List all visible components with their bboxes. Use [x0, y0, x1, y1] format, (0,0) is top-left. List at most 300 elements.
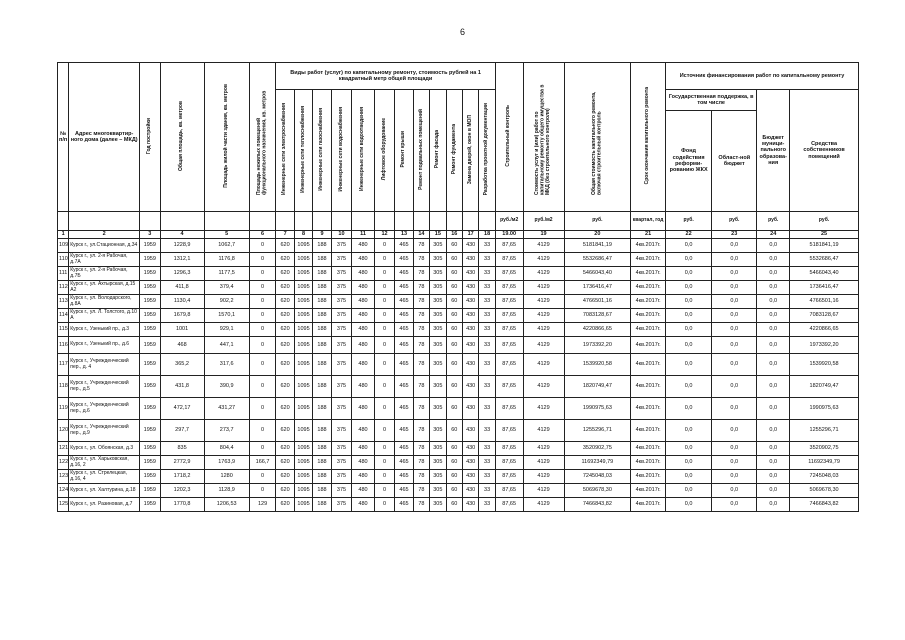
row-number: 122: [58, 456, 69, 470]
address-cell: Курск г., ул. Разиновая, д.7: [69, 498, 140, 512]
address-cell: Курск г., ул. Халтурина, д.18: [69, 484, 140, 498]
regional-cell: 0,0: [712, 484, 757, 498]
work-cost-cell: 375: [331, 484, 352, 498]
column-number: 7: [276, 231, 294, 239]
work-cost-cell: 480: [352, 376, 375, 398]
regional-cell: 0,0: [712, 281, 757, 295]
work-cost-cell: 465: [395, 484, 413, 498]
address-cell: Курск г., Учрежденческий пер., д.5: [69, 376, 140, 398]
work-cost-cell: 60: [446, 420, 462, 442]
column-number: 3: [140, 231, 161, 239]
work-cost-cell: 305: [430, 354, 446, 376]
year-cell: 1959: [140, 484, 161, 498]
unit-cost-cell: 4129: [523, 295, 564, 309]
work-cost-cell: 480: [352, 281, 375, 295]
work-cost-cell: 188: [313, 420, 331, 442]
column-number: 18: [479, 231, 495, 239]
work-cost-cell: 60: [446, 337, 462, 354]
work-cost-cell: 0: [374, 498, 395, 512]
deadline-cell: 4кв.2017г.: [631, 456, 666, 470]
work-cost-cell: 305: [430, 239, 446, 253]
work-cost-cell: 78: [413, 470, 429, 484]
work-cost-cell: 375: [331, 295, 352, 309]
address-cell: Курск г., ул. Харьковская, д.16, 2: [69, 456, 140, 470]
total-area-cell: 472,17: [160, 398, 204, 420]
work-cost-cell: 305: [430, 484, 446, 498]
fund-cell: 0,0: [666, 323, 712, 337]
hdr-w-water: Инженерные сети водоснабжения: [331, 90, 352, 212]
address-cell: Курск г., ул. Володарского, д.8А: [69, 295, 140, 309]
deadline-cell: 4кв.2017г.: [631, 498, 666, 512]
work-cost-cell: 430: [462, 398, 478, 420]
fund-cell: 0,0: [666, 376, 712, 398]
unit-cost-cell: 4129: [523, 470, 564, 484]
address-cell: Курск г., ул. Ахтырская, д.15 А2: [69, 281, 140, 295]
address-cell: Курск г., Учрежденческий пер., д.9: [69, 420, 140, 442]
row-number: 112: [58, 281, 69, 295]
deadline-cell: 4кв.2017г.: [631, 239, 666, 253]
fund-cell: 0,0: [666, 239, 712, 253]
work-cost-cell: 430: [462, 281, 478, 295]
column-number: 11: [352, 231, 375, 239]
total-cost-cell: 1990975,63: [564, 398, 631, 420]
unit-cost-cell: 4129: [523, 442, 564, 456]
work-cost-cell: 1095: [294, 337, 312, 354]
nonres-area-cell: 0: [249, 398, 276, 420]
page-number: 6: [460, 27, 466, 37]
table-row: [58, 498, 859, 512]
owners-cell: 1973392,20: [790, 337, 859, 354]
work-cost-cell: 465: [395, 267, 413, 281]
work-cost-cell: 188: [313, 295, 331, 309]
total-area-cell: 365,2: [160, 354, 204, 376]
municipal-cell: 0,0: [757, 295, 790, 309]
year-cell: 1959: [140, 267, 161, 281]
total-area-cell: 1296,3: [160, 267, 204, 281]
owners-cell: 4220866,65: [790, 323, 859, 337]
table-row: [58, 484, 859, 498]
total-area-cell: 1228,9: [160, 239, 204, 253]
total-cost-cell: 1820749,47: [564, 376, 631, 398]
unit-cost-cell: 4129: [523, 337, 564, 354]
municipal-cell: 0,0: [757, 442, 790, 456]
control-cell: 87,65: [495, 420, 523, 442]
work-cost-cell: 430: [462, 470, 478, 484]
hdr-funding-group: Источник финансирования работ по капитальному ремонту: [666, 63, 859, 90]
hdr-state-support: Государственная поддержка, в том числе: [666, 90, 757, 111]
deadline-cell: 4кв.2017г.: [631, 354, 666, 376]
work-cost-cell: 60: [446, 456, 462, 470]
work-cost-cell: 430: [462, 309, 478, 323]
year-cell: 1959: [140, 398, 161, 420]
work-cost-cell: 375: [331, 281, 352, 295]
hdr-w-electric: Инженерные сети электроснабжения: [276, 90, 294, 212]
deadline-cell: 4кв.2017г.: [631, 253, 666, 267]
work-cost-cell: 620: [276, 420, 294, 442]
column-number: 4: [160, 231, 204, 239]
work-cost-cell: 78: [413, 456, 429, 470]
column-number: 9: [313, 231, 331, 239]
work-cost-cell: 188: [313, 498, 331, 512]
work-cost-cell: 480: [352, 456, 375, 470]
fund-cell: 0,0: [666, 253, 712, 267]
work-cost-cell: 430: [462, 295, 478, 309]
nonres-area-cell: 0: [249, 267, 276, 281]
work-cost-cell: 480: [352, 323, 375, 337]
municipal-cell: 0,0: [757, 420, 790, 442]
hdr-works-group: Виды работ (услуг) по капитальному ремонту, стоимость рублей на 1 квадратный метр общей площади: [276, 63, 495, 90]
work-cost-cell: 60: [446, 354, 462, 376]
work-cost-cell: 1095: [294, 398, 312, 420]
work-cost-cell: 480: [352, 309, 375, 323]
work-cost-cell: 620: [276, 398, 294, 420]
work-cost-cell: 1095: [294, 323, 312, 337]
work-cost-cell: 375: [331, 354, 352, 376]
hdr-unit-cost: Стоимость услуг и (или) работ по капитальному ремонту общего имущества в МКД (без строительного контроля): [523, 63, 564, 212]
regional-cell: 0,0: [712, 323, 757, 337]
column-number: 6: [249, 231, 276, 239]
municipal-cell: 0,0: [757, 376, 790, 398]
work-cost-cell: 430: [462, 323, 478, 337]
column-number: 2: [69, 231, 140, 239]
work-cost-cell: 480: [352, 337, 375, 354]
work-cost-cell: 1095: [294, 442, 312, 456]
work-cost-cell: 1095: [294, 484, 312, 498]
regional-cell: 0,0: [712, 376, 757, 398]
column-number: 23: [712, 231, 757, 239]
work-cost-cell: 78: [413, 337, 429, 354]
work-cost-cell: 305: [430, 281, 446, 295]
work-cost-cell: 1095: [294, 376, 312, 398]
work-cost-cell: 375: [331, 239, 352, 253]
table-row: [58, 267, 859, 281]
living-area-cell: 902,2: [204, 295, 249, 309]
work-cost-cell: 60: [446, 239, 462, 253]
work-cost-cell: 305: [430, 398, 446, 420]
regional-cell: 0,0: [712, 239, 757, 253]
work-cost-cell: 305: [430, 295, 446, 309]
column-number: 1: [58, 231, 69, 239]
work-cost-cell: 78: [413, 398, 429, 420]
table-row: [58, 398, 859, 420]
column-number: 10: [331, 231, 352, 239]
year-cell: 1959: [140, 376, 161, 398]
work-cost-cell: 1095: [294, 267, 312, 281]
address-cell: Курск г., ул. Обоянская, д.3: [69, 442, 140, 456]
address-cell: Курск г., ул.Стационная, д.34: [69, 239, 140, 253]
work-cost-cell: 188: [313, 376, 331, 398]
work-cost-cell: 480: [352, 239, 375, 253]
control-cell: 87,65: [495, 253, 523, 267]
living-area-cell: 1570,1: [204, 309, 249, 323]
work-cost-cell: 33: [479, 470, 495, 484]
work-cost-cell: 465: [395, 398, 413, 420]
work-cost-cell: 305: [430, 456, 446, 470]
row-number: 118: [58, 376, 69, 398]
work-cost-cell: 0: [374, 323, 395, 337]
nonres-area-cell: 166,7: [249, 456, 276, 470]
row-number: 109: [58, 239, 69, 253]
column-numbers-row: [58, 231, 859, 239]
work-cost-cell: 465: [395, 253, 413, 267]
table-row: [58, 337, 859, 354]
living-area-cell: 447,1: [204, 337, 249, 354]
total-area-cell: 1679,8: [160, 309, 204, 323]
work-cost-cell: 465: [395, 498, 413, 512]
hdr-municipal: Бюджет муници-пального образова-ния: [757, 90, 790, 212]
hdr-w-foundation: Ремонт фундамента: [446, 90, 462, 212]
hdr-total-area: Общая площадь, кв. метров: [160, 63, 204, 212]
work-cost-cell: 188: [313, 354, 331, 376]
work-cost-cell: 188: [313, 484, 331, 498]
work-cost-cell: 375: [331, 267, 352, 281]
total-cost-cell: 3520902,75: [564, 442, 631, 456]
living-area-cell: 1128,9: [204, 484, 249, 498]
municipal-cell: 0,0: [757, 309, 790, 323]
total-cost-cell: 11692349,79: [564, 456, 631, 470]
municipal-cell: 0,0: [757, 398, 790, 420]
work-cost-cell: 60: [446, 376, 462, 398]
total-cost-cell: 7466843,82: [564, 498, 631, 512]
work-cost-cell: 620: [276, 267, 294, 281]
total-area-cell: 2772,9: [160, 456, 204, 470]
unit-cost-cell: 4129: [523, 398, 564, 420]
total-cost-cell: 7245048,03: [564, 470, 631, 484]
owners-cell: 1255296,71: [790, 420, 859, 442]
deadline-cell: 4кв.2017г.: [631, 470, 666, 484]
column-number: 14: [413, 231, 429, 239]
work-cost-cell: 620: [276, 354, 294, 376]
hdr-living-area: Площадь жилой части здания, кв. метров: [204, 63, 249, 212]
work-cost-cell: 0: [374, 253, 395, 267]
work-cost-cell: 305: [430, 337, 446, 354]
row-number: 111: [58, 267, 69, 281]
row-number: 124: [58, 484, 69, 498]
fund-cell: 0,0: [666, 267, 712, 281]
work-cost-cell: 430: [462, 253, 478, 267]
fund-cell: 0,0: [666, 470, 712, 484]
hdr-w-doors: Замена дверей, окон в МОП: [462, 90, 478, 212]
column-number: 22: [666, 231, 712, 239]
work-cost-cell: 1095: [294, 281, 312, 295]
control-cell: 87,65: [495, 470, 523, 484]
work-cost-cell: 60: [446, 323, 462, 337]
unit-cost-cell: 4129: [523, 420, 564, 442]
units-row: [58, 212, 859, 231]
hdr-w-roof: Ремонт крыши: [395, 90, 413, 212]
hdr-w-sewer: Инженерные сети водоотведения: [352, 90, 375, 212]
total-area-cell: 1770,8: [160, 498, 204, 512]
work-cost-cell: 620: [276, 376, 294, 398]
address-cell: Курск г., ул. 2-я Рабочая, д.7Б: [69, 267, 140, 281]
work-cost-cell: 33: [479, 295, 495, 309]
fund-cell: 0,0: [666, 281, 712, 295]
municipal-cell: 0,0: [757, 239, 790, 253]
regional-cell: 0,0: [712, 398, 757, 420]
total-area-cell: 431,8: [160, 376, 204, 398]
address-cell: Курск г., ул. Л. Толстого, д.10 А: [69, 309, 140, 323]
regional-cell: 0,0: [712, 442, 757, 456]
total-cost-cell: 1255296,71: [564, 420, 631, 442]
unit-owners: руб.: [790, 212, 859, 231]
hdr-fund: Фонд содействия реформи-рованию ЖКХ: [666, 111, 712, 212]
year-cell: 1959: [140, 239, 161, 253]
row-number: 116: [58, 337, 69, 354]
deadline-cell: 4кв.2017г.: [631, 442, 666, 456]
owners-cell: 7466843,82: [790, 498, 859, 512]
work-cost-cell: 78: [413, 309, 429, 323]
work-cost-cell: 78: [413, 498, 429, 512]
control-cell: 87,65: [495, 354, 523, 376]
column-number: 16: [446, 231, 462, 239]
work-cost-cell: 0: [374, 337, 395, 354]
work-cost-cell: 0: [374, 295, 395, 309]
column-number: 17: [462, 231, 478, 239]
work-cost-cell: 430: [462, 442, 478, 456]
control-cell: 87,65: [495, 309, 523, 323]
total-area-cell: 1001: [160, 323, 204, 337]
work-cost-cell: 60: [446, 281, 462, 295]
work-cost-cell: 305: [430, 470, 446, 484]
work-cost-cell: 375: [331, 309, 352, 323]
living-area-cell: 1062,7: [204, 239, 249, 253]
unit-unit-cost: руб./м2: [523, 212, 564, 231]
regional-cell: 0,0: [712, 420, 757, 442]
table-row: [58, 456, 859, 470]
work-cost-cell: 33: [479, 281, 495, 295]
total-cost-cell: 1973392,20: [564, 337, 631, 354]
control-cell: 87,65: [495, 398, 523, 420]
work-cost-cell: 480: [352, 484, 375, 498]
unit-cost-cell: 4129: [523, 323, 564, 337]
fund-cell: 0,0: [666, 354, 712, 376]
work-cost-cell: 465: [395, 354, 413, 376]
column-number: 25: [790, 231, 859, 239]
total-cost-cell: 7083128,67: [564, 309, 631, 323]
unit-cost-cell: 4129: [523, 456, 564, 470]
work-cost-cell: 465: [395, 281, 413, 295]
regional-cell: 0,0: [712, 456, 757, 470]
control-cell: 87,65: [495, 295, 523, 309]
table-row: [58, 354, 859, 376]
year-cell: 1959: [140, 253, 161, 267]
work-cost-cell: 620: [276, 442, 294, 456]
work-cost-cell: 430: [462, 239, 478, 253]
hdr-w-facade: Ремонт фасада: [430, 90, 446, 212]
work-cost-cell: 465: [395, 323, 413, 337]
owners-cell: 1820749,47: [790, 376, 859, 398]
work-cost-cell: 33: [479, 420, 495, 442]
work-cost-cell: 480: [352, 470, 375, 484]
work-cost-cell: 0: [374, 456, 395, 470]
regional-cell: 0,0: [712, 253, 757, 267]
work-cost-cell: 620: [276, 253, 294, 267]
unit-deadline: квартал, год: [631, 212, 666, 231]
hdr-total-cost: Общая стоимость капитального ремонта, включая строительный контроль: [564, 63, 631, 212]
work-cost-cell: 465: [395, 295, 413, 309]
row-number: 114: [58, 309, 69, 323]
work-cost-cell: 188: [313, 470, 331, 484]
work-cost-cell: 0: [374, 420, 395, 442]
work-cost-cell: 33: [479, 337, 495, 354]
work-cost-cell: 60: [446, 470, 462, 484]
work-cost-cell: 33: [479, 376, 495, 398]
owners-cell: 5181841,19: [790, 239, 859, 253]
work-cost-cell: 620: [276, 484, 294, 498]
living-area-cell: 1206,53: [204, 498, 249, 512]
work-cost-cell: 0: [374, 376, 395, 398]
work-cost-cell: 305: [430, 323, 446, 337]
hdr-w-basement: Ремонт подвальных помещений: [413, 90, 429, 212]
regional-cell: 0,0: [712, 295, 757, 309]
work-cost-cell: 620: [276, 470, 294, 484]
work-cost-cell: 375: [331, 253, 352, 267]
work-cost-cell: 480: [352, 398, 375, 420]
work-cost-cell: 430: [462, 354, 478, 376]
work-cost-cell: 305: [430, 498, 446, 512]
living-area-cell: 1176,8: [204, 253, 249, 267]
year-cell: 1959: [140, 295, 161, 309]
work-cost-cell: 1095: [294, 420, 312, 442]
work-cost-cell: 430: [462, 376, 478, 398]
living-area-cell: 317,6: [204, 354, 249, 376]
nonres-area-cell: 0: [249, 295, 276, 309]
year-cell: 1959: [140, 281, 161, 295]
deadline-cell: 4кв.2017г.: [631, 420, 666, 442]
nonres-area-cell: 0: [249, 239, 276, 253]
row-number: 120: [58, 420, 69, 442]
work-cost-cell: 188: [313, 281, 331, 295]
total-cost-cell: 5466043,40: [564, 267, 631, 281]
nonres-area-cell: 0: [249, 420, 276, 442]
fund-cell: 0,0: [666, 309, 712, 323]
control-cell: 87,65: [495, 484, 523, 498]
living-area-cell: 273,7: [204, 420, 249, 442]
column-number: 19.00: [495, 231, 523, 239]
living-area-cell: 1763,9: [204, 456, 249, 470]
work-cost-cell: 188: [313, 309, 331, 323]
table-row: [58, 323, 859, 337]
column-number: 5: [204, 231, 249, 239]
work-cost-cell: 1095: [294, 456, 312, 470]
hdr-year: Год постройки: [140, 63, 161, 212]
work-cost-cell: 78: [413, 442, 429, 456]
deadline-cell: 4кв.2017г.: [631, 281, 666, 295]
work-cost-cell: 0: [374, 267, 395, 281]
living-area-cell: 1280: [204, 470, 249, 484]
row-number: 113: [58, 295, 69, 309]
total-cost-cell: 5181841,19: [564, 239, 631, 253]
address-cell: Курск г., ул. Стрелецкая, д.16, 4: [69, 470, 140, 484]
unit-cost-cell: 4129: [523, 267, 564, 281]
work-cost-cell: 375: [331, 470, 352, 484]
fund-cell: 0,0: [666, 484, 712, 498]
nonres-area-cell: 0: [249, 484, 276, 498]
total-cost-cell: 5069678,30: [564, 484, 631, 498]
owners-cell: 1736416,47: [790, 281, 859, 295]
owners-cell: 5532686,47: [790, 253, 859, 267]
work-cost-cell: 60: [446, 498, 462, 512]
hdr-nonres-area: Площадь нежилых помещений функционального назначения, кв. метров: [249, 63, 276, 212]
municipal-cell: 0,0: [757, 323, 790, 337]
work-cost-cell: 33: [479, 239, 495, 253]
work-cost-cell: 465: [395, 442, 413, 456]
work-cost-cell: 188: [313, 398, 331, 420]
living-area-cell: 390,9: [204, 376, 249, 398]
deadline-cell: 4кв.2017г.: [631, 337, 666, 354]
hdr-w-gas: Инженерные сети газоснабжения: [313, 90, 331, 212]
municipal-cell: 0,0: [757, 354, 790, 376]
